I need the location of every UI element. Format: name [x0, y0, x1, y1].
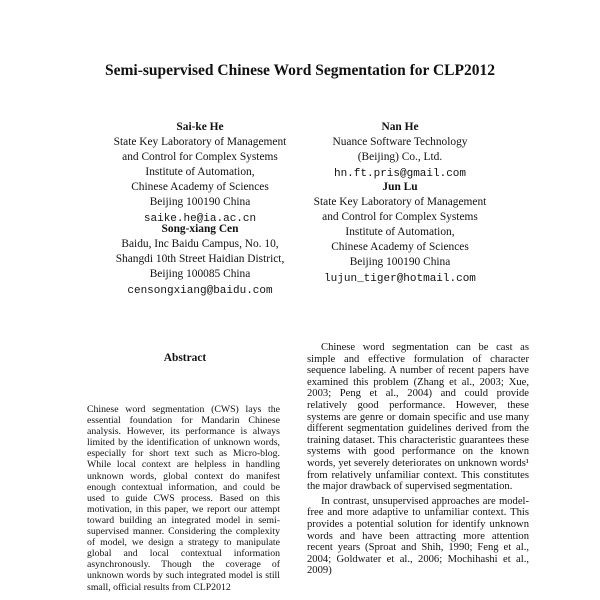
affiliation-line: Baidu, Inc Baidu Campus, No. 10,: [121, 238, 279, 250]
author-email: lujun_tiger@hotmail.com: [324, 273, 476, 285]
abstract-heading: Abstract: [163, 352, 207, 364]
affiliation-line: and Control for Complex Systems: [322, 211, 478, 223]
author-block-2: [100, 222, 300, 299]
author-email: hn.ft.pris@gmail.com: [333, 168, 467, 180]
affiliation-line: State Key Laboratory of Management: [113, 136, 287, 148]
author-email: saike.he@ia.ac.cn: [143, 213, 257, 225]
affiliation-line: Chinese Academy of Sciences: [331, 241, 469, 253]
author-block-3: [305, 120, 495, 182]
author-email: censongxiang@baidu.com: [127, 285, 273, 297]
author-name: Sai-ke He: [176, 121, 224, 133]
body-paragraph: In contrast, unsupervised approaches are model-free and more adaptive to unfamiliar context. This provides a potential solution for identify unknown words and have been attracting more attention recent years (Sproat and Shih, 1990; Feng et al., 2004; Goldwater et al., 2006; Mochihashi et al., 2009): [307, 495, 529, 577]
affiliation-line: Institute of Automation,: [145, 166, 255, 178]
abstract-text: Chinese word segmentation (CWS) lays the essential foundation for Mandarin Chinese analysis. However, its performance is always limited by the identification of unknown words, especially for short text such as Micro-blog. While local context are helpless in handling unknown words, global context do manifest enough contextual information, and could be used to guide CWS process. Based on this motivation, in this paper, we report our attempt toward building an integrated model in semi-supervised manner. Considering the complexity of model, we design a strategy to manipulate global and local contextual information asynchronously. Though the coverage of unknown words by such integrated model is still small, official results from CLP2012: [87, 404, 280, 593]
author-name: Nan He: [381, 121, 419, 133]
affiliation-line: Shangdi 10th Street Haidian District,: [115, 253, 285, 265]
author-name: Jun Lu: [382, 181, 418, 193]
affiliation-line: Beijing 100190 China: [349, 256, 451, 268]
affiliation-line: Beijing 100085 China: [149, 268, 251, 280]
body-column: [307, 342, 529, 577]
affiliation-line: State Key Laboratory of Management: [313, 196, 487, 208]
body-paragraph: Chinese word segmentation can be cast as simple and effective formulation of character sequence labeling. A number of recent papers have examined this problem (Zhang et al., 2003; Xue, 2003; Peng et al., 2004) and could provide relatively good performance. However, these systems are genre or domain specific and use many different segmentation guidelines derived from the training dataset. This characteristic guarantees these systems with good performance on the known words, yet severely deteriorates on unknown words¹ from relatively unfamiliar context. This constitutes the major drawback of supervised segmentation.: [307, 342, 529, 493]
affiliation-line: Beijing 100190 China: [149, 196, 251, 208]
affiliation-line: Nuance Software Technology: [332, 136, 468, 148]
affiliation-line: Institute of Automation,: [345, 226, 455, 238]
author-name: Song-xiang Cen: [161, 223, 239, 235]
author-block-4: [300, 180, 500, 287]
author-block-1: [90, 120, 310, 227]
affiliation-line: and Control for Complex Systems: [122, 151, 278, 163]
paper-title: Semi-supervised Chinese Word Segmentation for CLP2012: [105, 62, 495, 79]
affiliation-line: Chinese Academy of Sciences: [131, 181, 269, 193]
affiliation-line: (Beijing) Co., Ltd.: [357, 151, 443, 163]
